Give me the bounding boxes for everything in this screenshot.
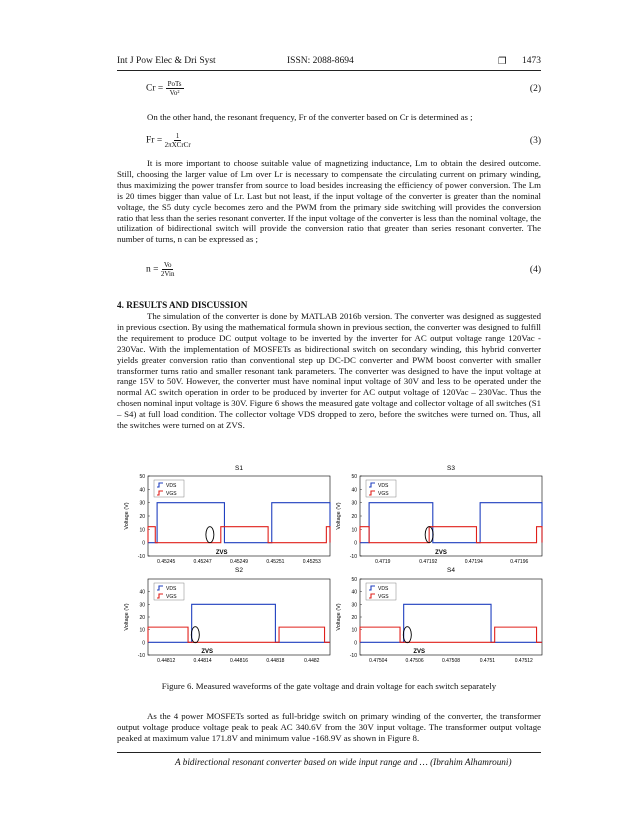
y-axis-label: Voltage (V) [124,603,130,631]
x-tick-label: 0.45249 [229,559,249,565]
legend-label: VDS [378,483,389,489]
y-tick-label: -10 [349,554,357,560]
equation-4-number: (4) [529,265,541,275]
panel-title: S4 [447,567,455,574]
y-axis-label: Voltage (V) [124,502,130,530]
x-tick-label: 0.47506 [405,658,424,664]
x-tick-label: 0.45247 [193,559,212,565]
legend-label: VDS [378,586,389,592]
y-tick-label: 0 [142,640,145,647]
x-tick-label: 0.45251 [266,559,285,565]
y-tick-label: 10 [139,527,145,534]
x-tick-label: 0.47504 [369,658,388,664]
equation-2: Cr = $\frac{\text{PoTs}}{\text{Vo²}}$ [146,80,182,97]
legend-label: VGS [378,594,389,600]
x-tick-label: 0.47192 [419,559,438,565]
legend-label: VGS [378,491,389,497]
y-tick-label: 0 [142,540,145,547]
y-tick-label: 0 [354,640,357,647]
legend-label: VGS [166,491,177,497]
y-tick-label: 10 [139,627,145,634]
x-tick-label: 0.4719 [375,559,391,565]
paragraph-transformer-output: As the 4 power MOSFETs sorted as full-bridge switch on primary winding of the converter, the transformer output voltage produce voltage peak to peak AC 340.6V from the 30V input voltage. The transformer output voltage peaked at maximum value 171.8V and minimum value -168.9V as shown in Figure 8. [117,711,541,743]
y-tick-label: 20 [351,615,357,621]
zvs-label: ZVS [201,649,213,655]
header-box-icon: ❐ [498,57,507,67]
x-tick-label: 0.44818 [266,658,285,664]
legend-label: VGS [166,594,177,600]
x-tick-label: 0.44812 [157,658,176,664]
paragraph-resonant-frequency: On the other hand, the resonant frequency, Fr of the converter based on Cr is determined as ; [147,112,473,122]
y-tick-label: 30 [351,602,357,609]
x-tick-label: 0.45253 [302,559,321,565]
figure-caption: Figure 6. Measured waveforms of the gate voltage and drain voltage for each switch separately [161,681,497,691]
waveform-panel-s3 [336,465,542,565]
y-tick-label: 50 [139,474,145,480]
y-tick-label: 50 [351,474,357,480]
panel-title: S2 [235,567,243,574]
y-tick-label: 50 [351,577,357,583]
y-tick-label: 20 [139,514,145,520]
zvs-label: ZVS [215,550,228,556]
legend-label: VDS [166,483,177,489]
y-tick-label: 40 [139,589,145,596]
y-tick-label: 40 [139,487,145,494]
header-rule [117,70,541,71]
x-tick-label: 0.44814 [193,658,212,664]
waveform-panel-s1 [124,465,330,565]
x-tick-label: 0.47194 [464,559,483,565]
equation-4: n = $\frac{Vo}{\text{2Vin}}$ [146,261,175,278]
page-number: 1473 [522,56,541,66]
y-tick-label: 10 [351,627,357,634]
y-tick-label: 10 [351,527,357,534]
equation-3: Fr = $\frac{1}{\text{2πXCrCr}}$ [146,132,191,149]
x-tick-label: 0.47196 [510,559,529,565]
panel-title: S3 [447,465,455,472]
paragraph-results: The simulation of the converter is done by MATLAB 2016b version. The converter was designed as suggested in previous csection. By using the mathematical formula shown in previous section, the converter was designed to fulfill the requirement to produce DC output voltage to be inverted by the inverter for AC output voltage range 120Vac - 230Vac. With the implementation of MOSFETs as bidirectional switch on secondary winding, this hybrid converter yields greater conversion ratio than conventional step up DC-DC converter and PWM boost converter with smaller transformer turns ratio and smaller resonant tank parameters. The converter was designed to have the input voltage at range 15V to 50V. However, the converter must have nominal input voltage of 30V and less to be operated under the normal AC switch operation in order to be produced by inverter for AC output voltage of 120Vac – 230Vac. Thus the chosen nominal input voltage is 30V. Figure 6 shows the measured gate voltage and collector voltage of all switches (S1 – S4) at full load condition. The collector voltage VDS dropped to zero, before the switches were turned on. Thus, all the switches were turned on at ZVS. [117,311,541,431]
x-tick-label: 0.45245 [157,559,176,565]
x-tick-label: 0.4482 [304,658,320,664]
y-tick-label: -10 [137,554,145,560]
running-header-issn: ISSN: 2088-8694 [287,56,354,66]
y-tick-label: 30 [139,500,145,507]
running-header-journal: Int J Pow Elec & Dri Syst [117,56,216,66]
waveform-panel-s2 [124,567,330,664]
y-tick-label: 0 [354,540,357,547]
y-tick-label: 30 [351,500,357,507]
y-tick-label: 40 [351,487,357,494]
y-axis-label: Voltage (V) [336,603,342,631]
footer-rule [117,752,541,753]
section-heading-results: 4. RESULTS AND DISCUSSION [117,300,248,310]
paragraph-magnetizing-inductance: It is more important to choose suitable value of magnetizing inductance, Lm to obtain the desired outcome. Still, choosing the larger value of Lm over Lr is necessary to compensate the circulating current on primary winding, thus maximizing the power transfer from source to load besides increasing the efficiency of power conversion. The Lm is 20 times bigger than value of Lr. Last but not least, if the input voltage of the converter is greater than the nominal voltage, the S5 duty cycle becomes zero and the PWM from the primary side switching will provides the conversion ratio that less than the series resonant converter. If the input voltage of the converter is less than the nominal voltage, the utilization of bidirectional switch will provide the conversion ratio that greater than series resonant converter. The number of turns, n can be expressed as ; [117,158,541,245]
legend-label: VDS [166,586,177,592]
y-tick-label: -10 [349,653,357,659]
zvs-label: ZVS [435,550,447,556]
x-tick-label: 0.44816 [229,658,249,664]
y-axis-label: Voltage (V) [336,502,342,530]
y-tick-label: 40 [351,589,357,596]
x-tick-label: 0.47508 [441,658,461,664]
x-tick-label: 0.4751 [479,658,496,664]
equation-2-number: (2) [529,84,541,94]
y-tick-label: 20 [139,615,145,621]
figure-6-waveforms [100,462,560,672]
x-tick-label: 0.47512 [514,658,533,664]
waveform-panel-s4 [336,567,542,664]
equation-3-number: (3) [529,136,541,146]
zvs-label: ZVS [413,649,425,655]
panel-title: S1 [235,465,243,472]
y-tick-label: 30 [139,602,145,609]
y-tick-label: -10 [137,653,145,659]
running-footer: A bidirectional resonant converter based on wide input range and … (Ibrahim Alhamrouni) [175,757,512,767]
y-tick-label: 20 [351,514,357,520]
